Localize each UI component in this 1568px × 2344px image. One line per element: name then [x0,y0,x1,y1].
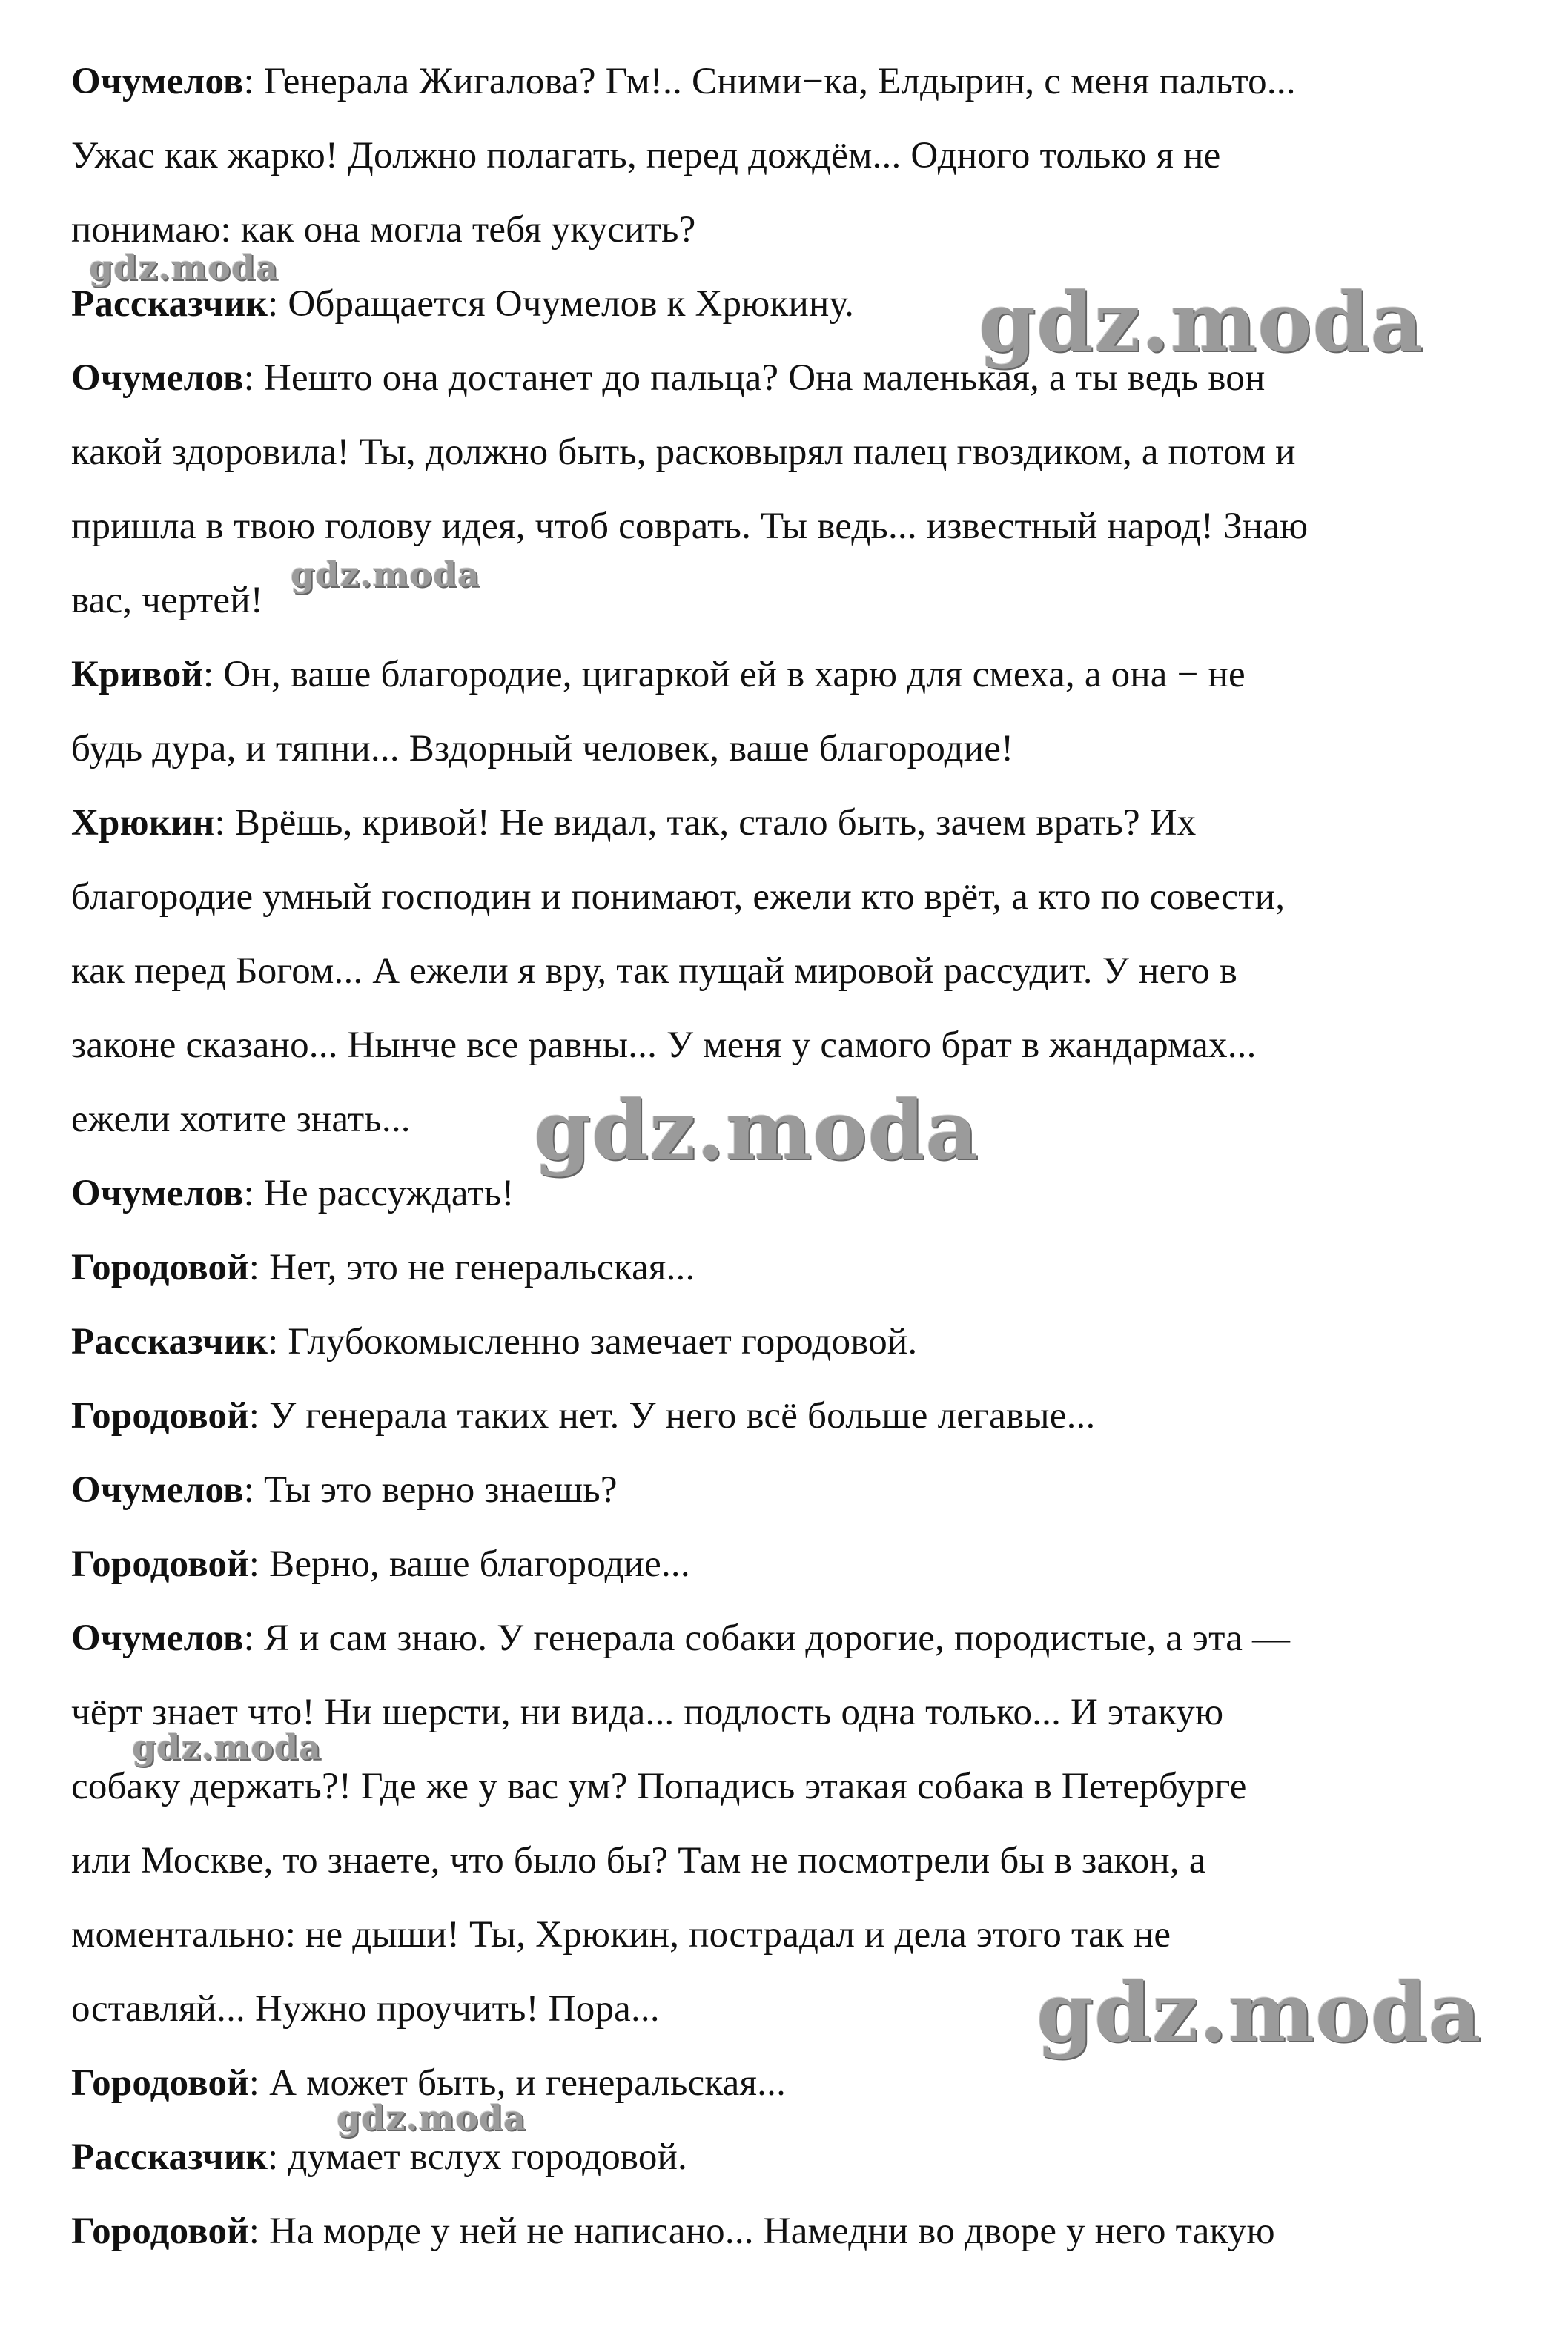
speaker-name: Очумелов [71,357,244,399]
watermark: gdz.moda [1036,1964,1482,2060]
line-text: пришла в твою голову идея, чтоб соврать. Ты ведь... известный народ! Знаю [71,506,1309,547]
line-text: : У генерала таких нет. У него всё больше легавые... [248,1395,1096,1437]
line-text: : Он, ваше благородие, цигаркой ей в харю для смеха, а она − не [203,654,1246,695]
line-text: : Генерала Жигалова? Гм!.. Сними−ка, Елдырин, с меня пальто... [243,61,1296,102]
text-line [71,1601,1524,1675]
speaker-name: Очумелов [71,1618,244,1659]
text-line [71,119,1524,193]
speaker-name: Очумелов [71,61,244,102]
text-line [71,1379,1524,1453]
speaker-name: Городовой [71,2211,249,2252]
watermark: gdz.moda [89,248,279,288]
speaker-name: Городовой [71,1395,249,1437]
text-line [71,415,1524,489]
line-text: : Нет, это не генеральская... [248,1247,695,1288]
speaker-name: Рассказчик [71,2136,268,2178]
line-text: : Нешто она достанет до пальца? Она маленькая, а ты ведь вон [243,357,1266,399]
line-text: : Не рассуждать! [243,1173,515,1214]
line-text: ежели хотите знать... [71,1099,411,1140]
speaker-name: Городовой [71,1247,249,1288]
text-line [71,1527,1524,1601]
text-line [71,638,1524,712]
line-text: чёрт знает что! Ни шерсти, ни вида... подлость одна только... И этакую [71,1692,1224,1733]
line-text: оставляй... Нужно проучить! Пора... [71,1988,660,2030]
watermark: gdz.moda [291,554,480,595]
text-line [71,44,1524,119]
speaker-name: Очумелов [71,1173,244,1214]
text-line [71,489,1524,563]
text-line [71,934,1524,1008]
line-text: : А может быть, и генеральская... [248,2062,787,2104]
line-text: вас, чертей! [71,580,263,621]
text-line [71,712,1524,786]
text-line [71,193,1524,267]
speaker-name: Рассказчик [71,283,268,325]
line-text: как перед Богом... А ежели я вру, так пущай мировой рассудит. У него в [71,950,1238,992]
text-line [71,860,1524,934]
text-line [71,1008,1524,1082]
line-text: будь дура, и тяпни... Вздорный человек, ваше благородие! [71,728,1014,769]
speaker-name: Кривой [71,654,204,695]
text-line [71,1453,1524,1527]
speaker-name: Очумелов [71,1469,244,1511]
line-text: : Ты это верно знаешь? [243,1469,618,1511]
text-line [71,786,1524,860]
line-text: : Врёшь, кривой! Не видал, так, стало быть, зачем врать? Их [214,802,1197,844]
watermark: gdz.moda [337,2098,526,2138]
line-text: : На морде у ней не написано... Намедни во дворе у него такую [248,2211,1275,2252]
line-text: : Я и сам знаю. У генерала собаки дорогие, породистые, а эта — [243,1618,1291,1659]
watermark: gdz.moda [534,1082,979,1178]
text-line [71,563,1524,638]
line-text: : Глубокомысленно замечает городовой. [268,1321,918,1363]
text-line [71,2120,1524,2194]
watermark: gdz.moda [132,1727,322,1767]
speaker-name: Городовой [71,2062,249,2104]
text-line [71,2194,1524,2268]
line-text: какой здоровила! Ты, должно быть, расковырял палец гвоздиком, а потом и [71,431,1296,473]
line-text: : думает вслух городовой. [268,2136,687,2178]
speaker-name: Городовой [71,1543,249,1585]
speaker-name: Рассказчик [71,1321,268,1363]
line-text: или Москве, то знаете, что было бы? Там не посмотрели бы в закон, а [71,1840,1206,1881]
line-text: : Обращается Очумелов к Хрюкину. [268,283,855,325]
line-text: благородие умный господин и понимают, ежели кто врёт, а кто по совести, [71,876,1286,918]
text-line [71,1898,1524,1972]
line-text: : Верно, ваше благородие... [248,1543,690,1585]
text-line [71,1824,1524,1898]
line-text: моментально: не дыши! Ты, Хрюкин, пострадал и дела этого так не [71,1914,1171,1956]
text-line [71,1231,1524,1305]
line-text: понимаю: как она могла тебя укусить? [71,209,696,251]
line-text: собаку держать?! Где же у вас ум? Попадись этакая собака в Петербурге [71,1766,1247,1807]
line-text: Ужас как жарко! Должно полагать, перед дождём... Одного только я не [71,135,1221,176]
line-text: законе сказано... Нынче все равны... У меня у самого брат в жандармах... [71,1024,1257,1066]
text-line [71,1305,1524,1379]
watermark: gdz.moda [979,274,1424,370]
speaker-name: Хрюкин [71,802,215,844]
